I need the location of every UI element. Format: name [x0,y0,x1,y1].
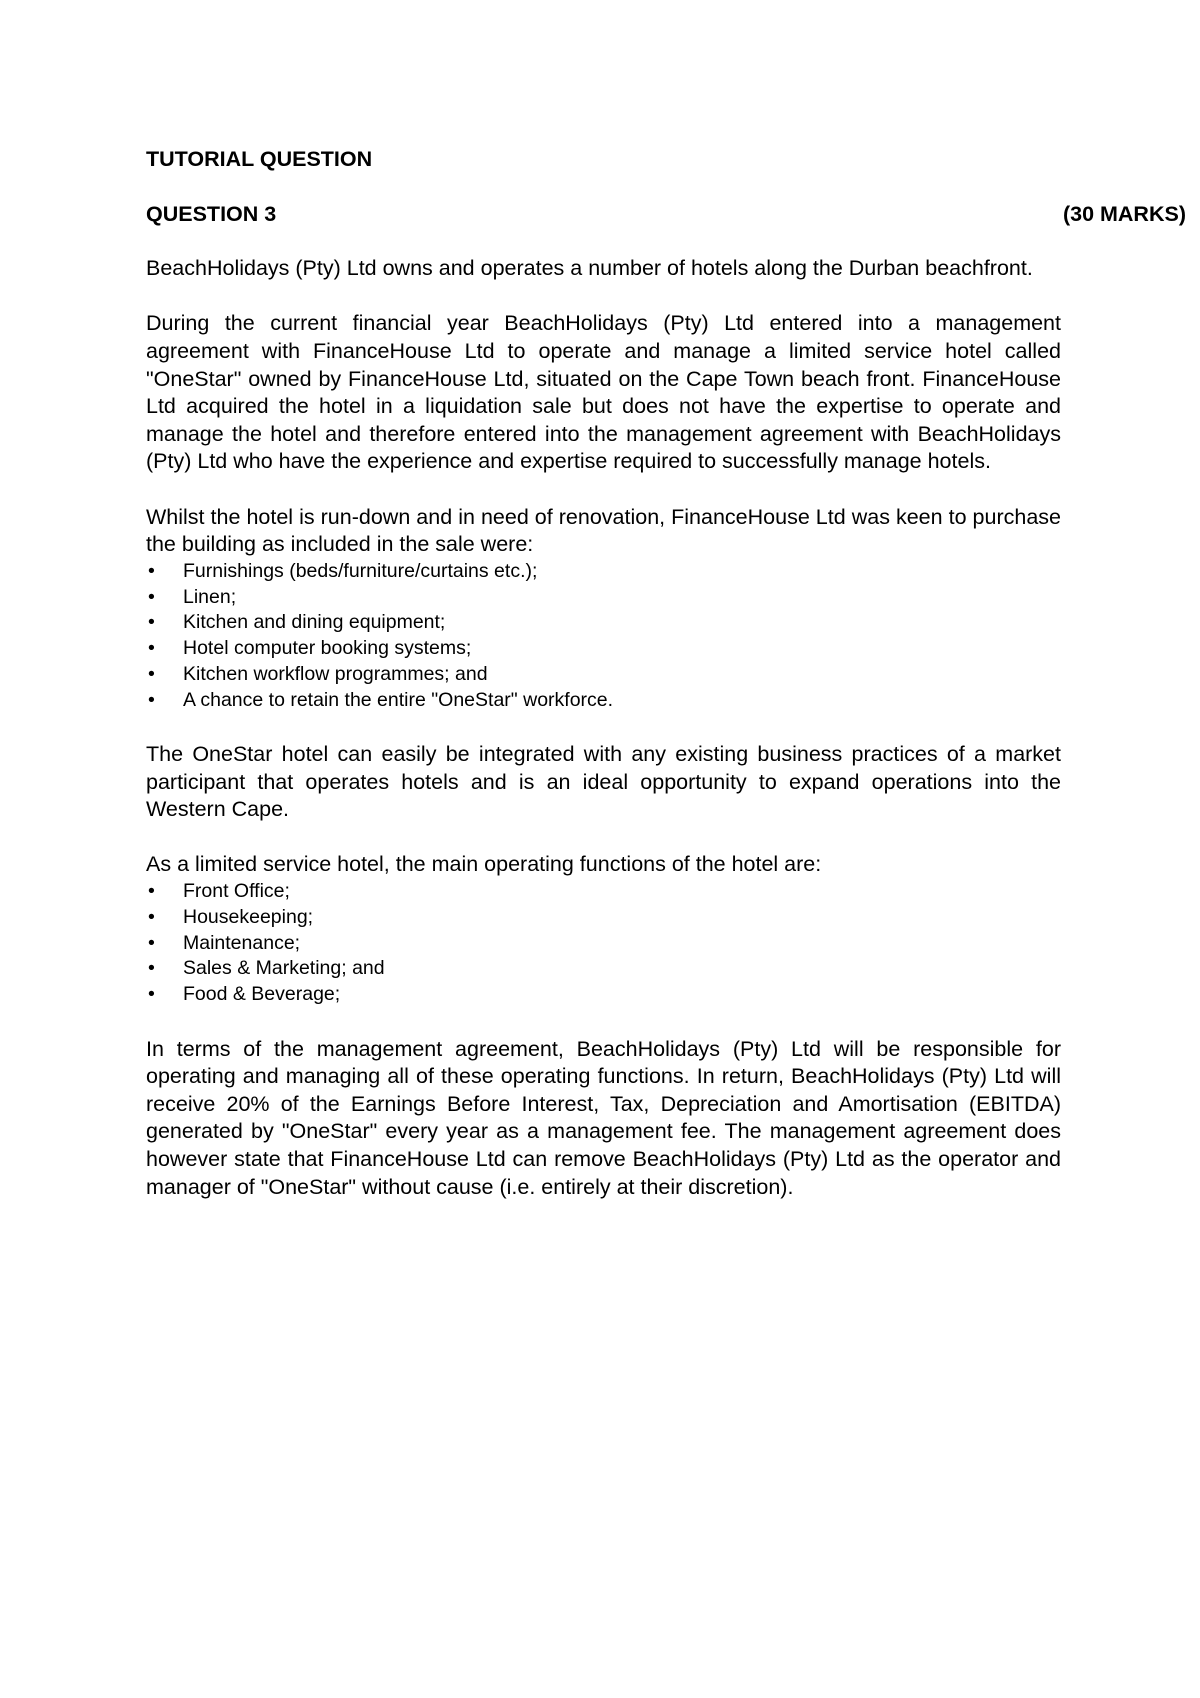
list-item [146,662,1061,688]
bullet-icon: • [148,880,155,903]
list-item-text: Linen; [183,585,237,608]
bullet-icon: • [148,957,155,980]
paragraph-sale-intro: Whilst the hotel is run-down and in need of renovation, FinanceHouse Ltd was keen to purchase the building as included in the sale were: [146,504,1061,557]
list-item [146,559,1061,585]
paragraph-functions-intro: As a limited service hotel, the main operating functions of the hotel are: [146,852,822,877]
question-header [146,201,1186,229]
question-number: QUESTION 3 [146,201,277,226]
question-marks: (30 MARKS) [1062,201,1186,226]
bullet-icon: • [148,637,155,660]
list-item-text: Kitchen and dining equipment; [183,611,446,634]
bullet-icon: • [148,905,155,928]
list-item [146,956,1061,982]
paragraph-integration: The OneStar hotel can easily be integrated with any existing business practices of a market participant that operates hotels and is an ideal opportunity to expand operations into the Western Cape. [146,742,1061,822]
list-item-text: Food & Beverage; [183,983,341,1006]
list-item [146,879,1061,905]
list-item-text: Housekeeping; [183,905,314,928]
list-item-text: Furnishings (beds/furniture/curtains etc.); [183,559,538,582]
list-item-text: A chance to retain the entire "OneStar" workforce. [183,688,614,711]
list-item-text: Maintenance; [183,931,301,954]
tutorial-heading: TUTORIAL QUESTION [146,147,373,171]
list-item [146,905,1061,931]
paragraph-intro: BeachHolidays (Pty) Ltd owns and operates a number of hotels along the Durban beachfront. [146,256,1033,281]
list-item-text: Kitchen workflow programmes; and [183,662,488,685]
list-item-text: Front Office; [183,880,290,903]
paragraph-management-fee: In terms of the management agreement, BeachHolidays (Pty) Ltd will be responsible for operating and managing all of these operating functions. In return, BeachHolidays (Pty) Ltd will receive 20% of the Earnings Before Interest, Tax, Depreciation and Amortisation (EBITDA) generated by "OneStar" every year as a management fee. The management agreement does however state that FinanceHouse Ltd can remove BeachHolidays (Pty) Ltd as the operator and manager of "OneStar" without cause (i.e. entirely at their discretion). [146,1036,1061,1199]
list-item-text: Hotel computer booking systems; [183,637,472,660]
bullet-icon: • [148,983,155,1006]
list-item-text: Sales & Marketing; and [183,957,385,980]
operating-functions-list [146,879,1061,1008]
bullet-icon: • [148,611,155,634]
list-item [146,688,1061,714]
list-item [146,636,1061,662]
list-item [146,931,1061,957]
paragraph-agreement: During the current financial year BeachHolidays (Pty) Ltd entered into a management agreement with FinanceHouse Ltd to operate and manage a limited service hotel called "OneStar" owned by FinanceHouse Ltd, situated on the Cape Town beach front. FinanceHouse Ltd acquired the hotel in a liquidation sale but does not have the expertise to operate and manage the hotel and therefore entered into the management agreement with BeachHolidays (Pty) Ltd who have the experience and expertise required to successfully manage hotels. [146,311,1061,474]
bullet-icon: • [148,585,155,608]
list-item [146,585,1061,611]
bullet-icon: • [148,931,155,954]
list-item [146,610,1061,636]
document-content [146,146,1186,1229]
list-item [146,982,1061,1008]
bullet-icon: • [148,559,155,582]
bullet-icon: • [148,662,155,685]
bullet-icon: • [148,688,155,711]
sale-items-list [146,559,1061,714]
